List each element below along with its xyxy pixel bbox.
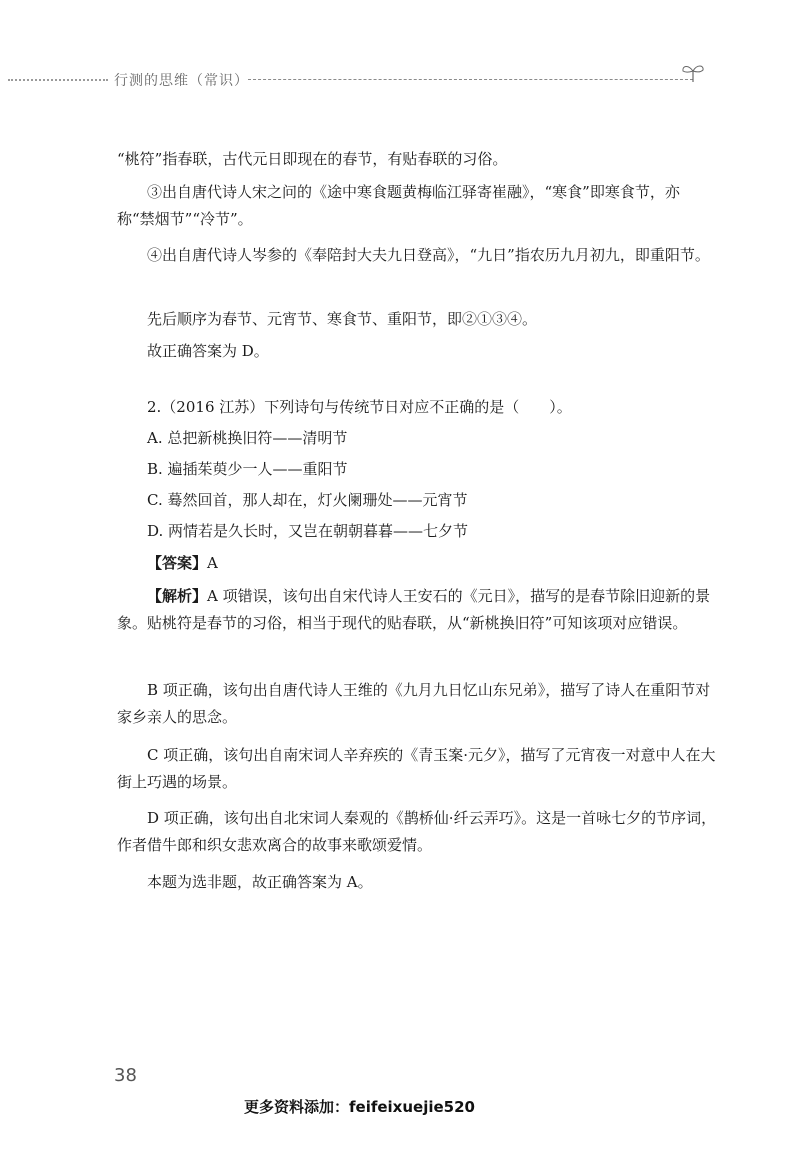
answer-label: 【答案】: [147, 554, 208, 572]
header-dashed-rule: [248, 79, 693, 80]
analysis-b: B 项正确，该句出自唐代诗人王维的《九月九日忆山东兄弟》，描写了诗人在重阳节对家乡亲人的思念。: [117, 681, 711, 726]
option-d: D. 两情若是久长时，又岂在朝朝暮暮——七夕节: [147, 522, 469, 540]
page-number: 38: [114, 1065, 137, 1086]
analysis-label: 【解析】: [147, 587, 208, 605]
page-header: [0, 62, 800, 102]
analysis-final: 本题为选非题，故正确答案为 A。: [147, 873, 373, 891]
question-stem: 2.（2016 江苏）下列诗句与传统节日对应不正确的是（ ）。: [147, 398, 572, 416]
paragraph-conclusion: 故正确答案为 D。: [147, 342, 269, 360]
answer-value: A: [207, 554, 218, 572]
sprout-icon: [680, 62, 706, 84]
paragraph-item-4: ④出自唐代诗人岑参的《奉陪封大夫九日登高》，“九日”指农历九月初九，即重阳节。: [147, 246, 710, 264]
option-a: A. 总把新桃换旧符——清明节: [147, 429, 348, 447]
analysis-d: D 项正确，该句出自北宋词人秦观的《鹊桥仙·纤云弄巧》。这是一首咏七夕的节序词，作者借牛郎和织女悲欢离合的故事来歌颂爱情。: [117, 809, 717, 854]
paragraph-order: 先后顺序为春节、元宵节、寒食节、重阳节，即②①③④。: [147, 310, 538, 328]
option-b: B. 遍插茱萸少一人——重阳节: [147, 460, 348, 478]
paragraph-item-3: ③出自唐代诗人宋之问的《途中寒食题黄梅临江驿寄崔融》，“寒食”即寒食节，亦称“禁烟节”“冷节”。: [117, 183, 680, 228]
footer-contact: 更多资料添加：feifeixuejie520: [244, 1098, 475, 1116]
analysis-a-text: A 项错误，该句出自宋代诗人王安石的《元日》，描写的是春节除旧迎新的景象。贴桃符是春节的习俗，相当于现代的贴春联，从“新桃换旧符”可知该项对应错误。: [117, 587, 711, 632]
analysis-first: [117, 583, 717, 637]
analysis-c: C 项正确，该句出自南宋词人辛弃疾的《青玉案·元夕》，描写了元宵夜一对意中人在大街上巧遇的场景。: [117, 746, 716, 791]
header-dotted-rule: [8, 79, 108, 81]
option-c: C. 蓦然回首，那人却在，灯火阑珊处——元宵节: [147, 491, 468, 509]
paragraph-taofu: “桃符”指春联，古代元日即现在的春节，有贴春联的习俗。: [117, 150, 508, 168]
header-title: 行测的思维（常识）: [114, 73, 249, 89]
answer-line: [117, 550, 717, 577]
